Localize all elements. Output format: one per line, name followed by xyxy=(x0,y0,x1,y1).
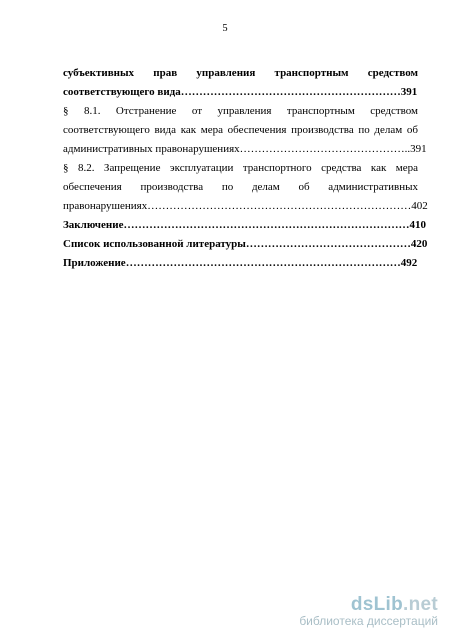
watermark-caption: библиотека диссертаций xyxy=(299,614,438,628)
toc-page-ref: 420 xyxy=(410,238,428,250)
toc-entry-1-title-end: соответствующего вида xyxy=(63,86,181,98)
toc-page-ref: ..391 xyxy=(404,143,427,155)
toc-entry-2-line-2: соответствующего вида как мера обеспечения производства по делам об xyxy=(63,124,418,136)
toc-conclusion-title: Заключение xyxy=(63,219,124,231)
toc-page-ref: 492 xyxy=(400,257,418,269)
toc-leader-dots: …………………………………………………………………… xyxy=(123,219,410,231)
toc-entry-3-title-end: правонарушениях xyxy=(63,200,148,212)
toc-entry-1-line-1: субъективных прав управления транспортным средством xyxy=(63,67,418,79)
table-of-contents xyxy=(63,64,428,273)
toc-leader-dots: ……………………………………… xyxy=(245,238,411,250)
toc-page-ref: 402 xyxy=(411,200,428,212)
watermark-logo xyxy=(299,594,438,616)
toc-entry-3-line-3 xyxy=(63,197,428,216)
page-number: 5 xyxy=(222,23,228,34)
toc-entry-2-line-1: § 8.1. Отстранение от управления транспортным средством xyxy=(63,105,418,117)
watermark xyxy=(299,594,438,628)
toc-entry-2-title-end: административных правонарушениях xyxy=(63,143,240,155)
toc-entry-1-line-2 xyxy=(63,83,418,102)
toc-leader-dots: ……………………………………………………………… xyxy=(147,200,412,212)
toc-entry-2-line-3 xyxy=(63,140,427,159)
watermark-logo-tld: .net xyxy=(403,594,438,615)
toc-references-title: Список использованной литературы xyxy=(63,238,246,250)
toc-entry-3-line-2: обеспечения производства по делам об административных xyxy=(63,181,418,193)
toc-entry-3-line-1: § 8.2. Запрещение эксплуатации транспортного средства как мера xyxy=(63,162,418,174)
toc-leader-dots: ………………………………………………………………… xyxy=(125,257,401,269)
toc-page-ref: 391 xyxy=(400,86,418,98)
toc-page-ref: 410 xyxy=(409,219,426,231)
toc-appendix-title: Приложение xyxy=(63,257,126,269)
toc-entry-appendix xyxy=(63,254,418,273)
toc-entry-references xyxy=(63,235,428,254)
toc-leader-dots: …………………………………………………… xyxy=(180,86,401,98)
toc-leader-dots: ……………………………………… xyxy=(239,143,405,155)
watermark-logo-main: dsLib xyxy=(350,594,404,615)
toc-entry-conclusion xyxy=(63,216,426,235)
